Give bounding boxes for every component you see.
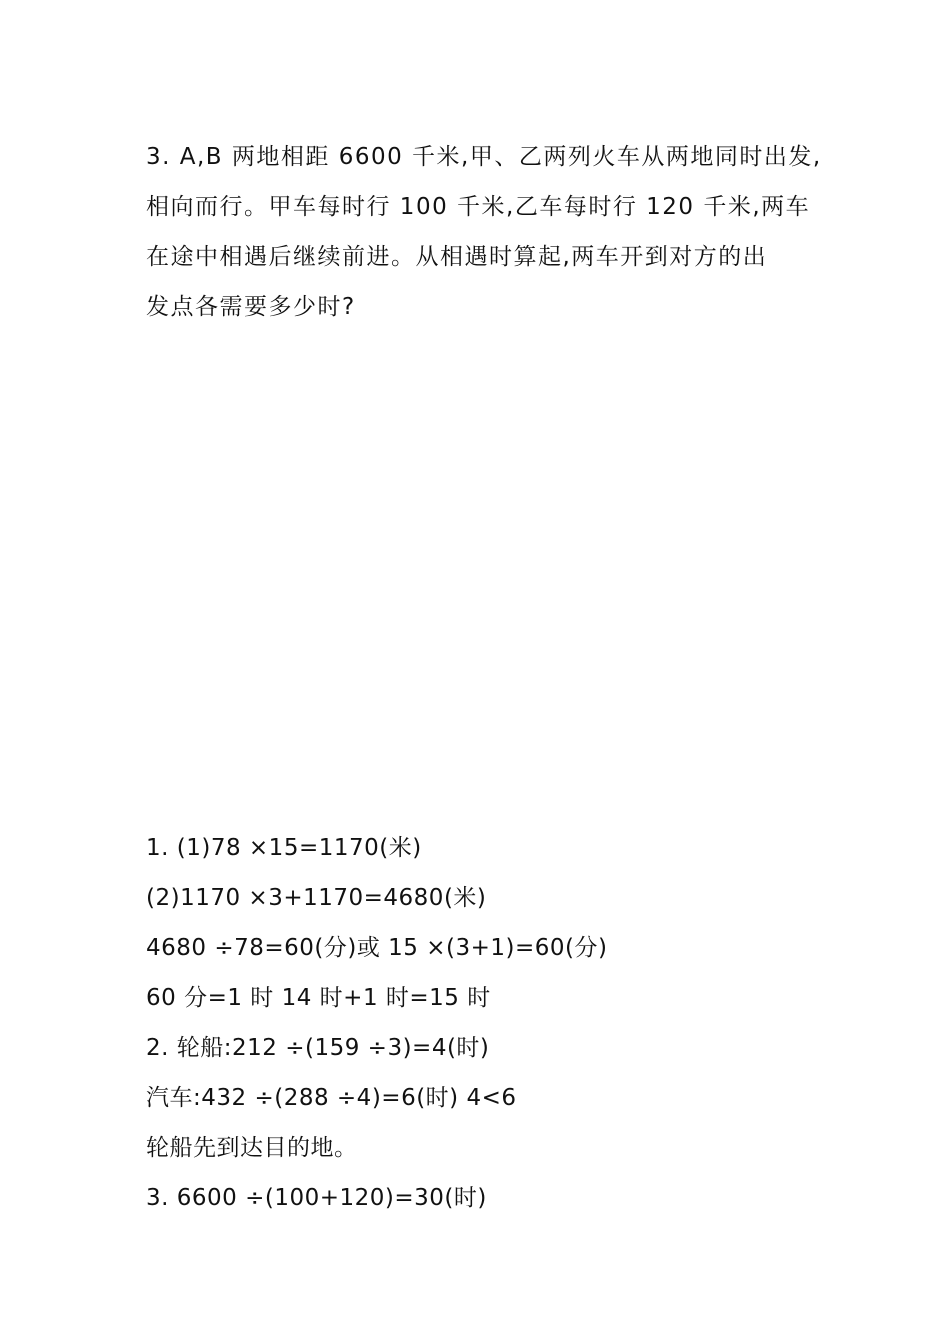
answer-line: 2. 轮船:212 ÷(159 ÷3)=4(时) <box>146 1035 490 1061</box>
question-3 <box>146 132 826 332</box>
question-line: 3. A,B 两地相距 6600 千米,甲、乙两列火车从两地同时出发, <box>146 144 822 170</box>
answer-line: 4680 ÷78=60(分)或 15 ×(3+1)=60(分) <box>146 935 608 961</box>
question-line: 发点各需要多少时? <box>146 294 356 320</box>
answer-line: 1. (1)78 ×15=1170(米) <box>146 835 422 861</box>
answer-line: 60 分=1 时 14 时+1 时=15 时 <box>146 985 491 1011</box>
answer-line: 汽车:432 ÷(288 ÷4)=6(时) 4<6 <box>146 1085 517 1111</box>
answer-line: (2)1170 ×3+1170=4680(米) <box>146 885 487 911</box>
answer-line: 3. 6600 ÷(100+120)=30(时) <box>146 1185 487 1211</box>
answer-section <box>146 823 826 1223</box>
question-line: 相向而行。甲车每时行 100 千米,乙车每时行 120 千米,两车 <box>146 194 811 220</box>
question-line: 在途中相遇后继续前进。从相遇时算起,两车开到对方的出 <box>146 244 768 270</box>
answer-line: 轮船先到达目的地。 <box>146 1135 358 1161</box>
